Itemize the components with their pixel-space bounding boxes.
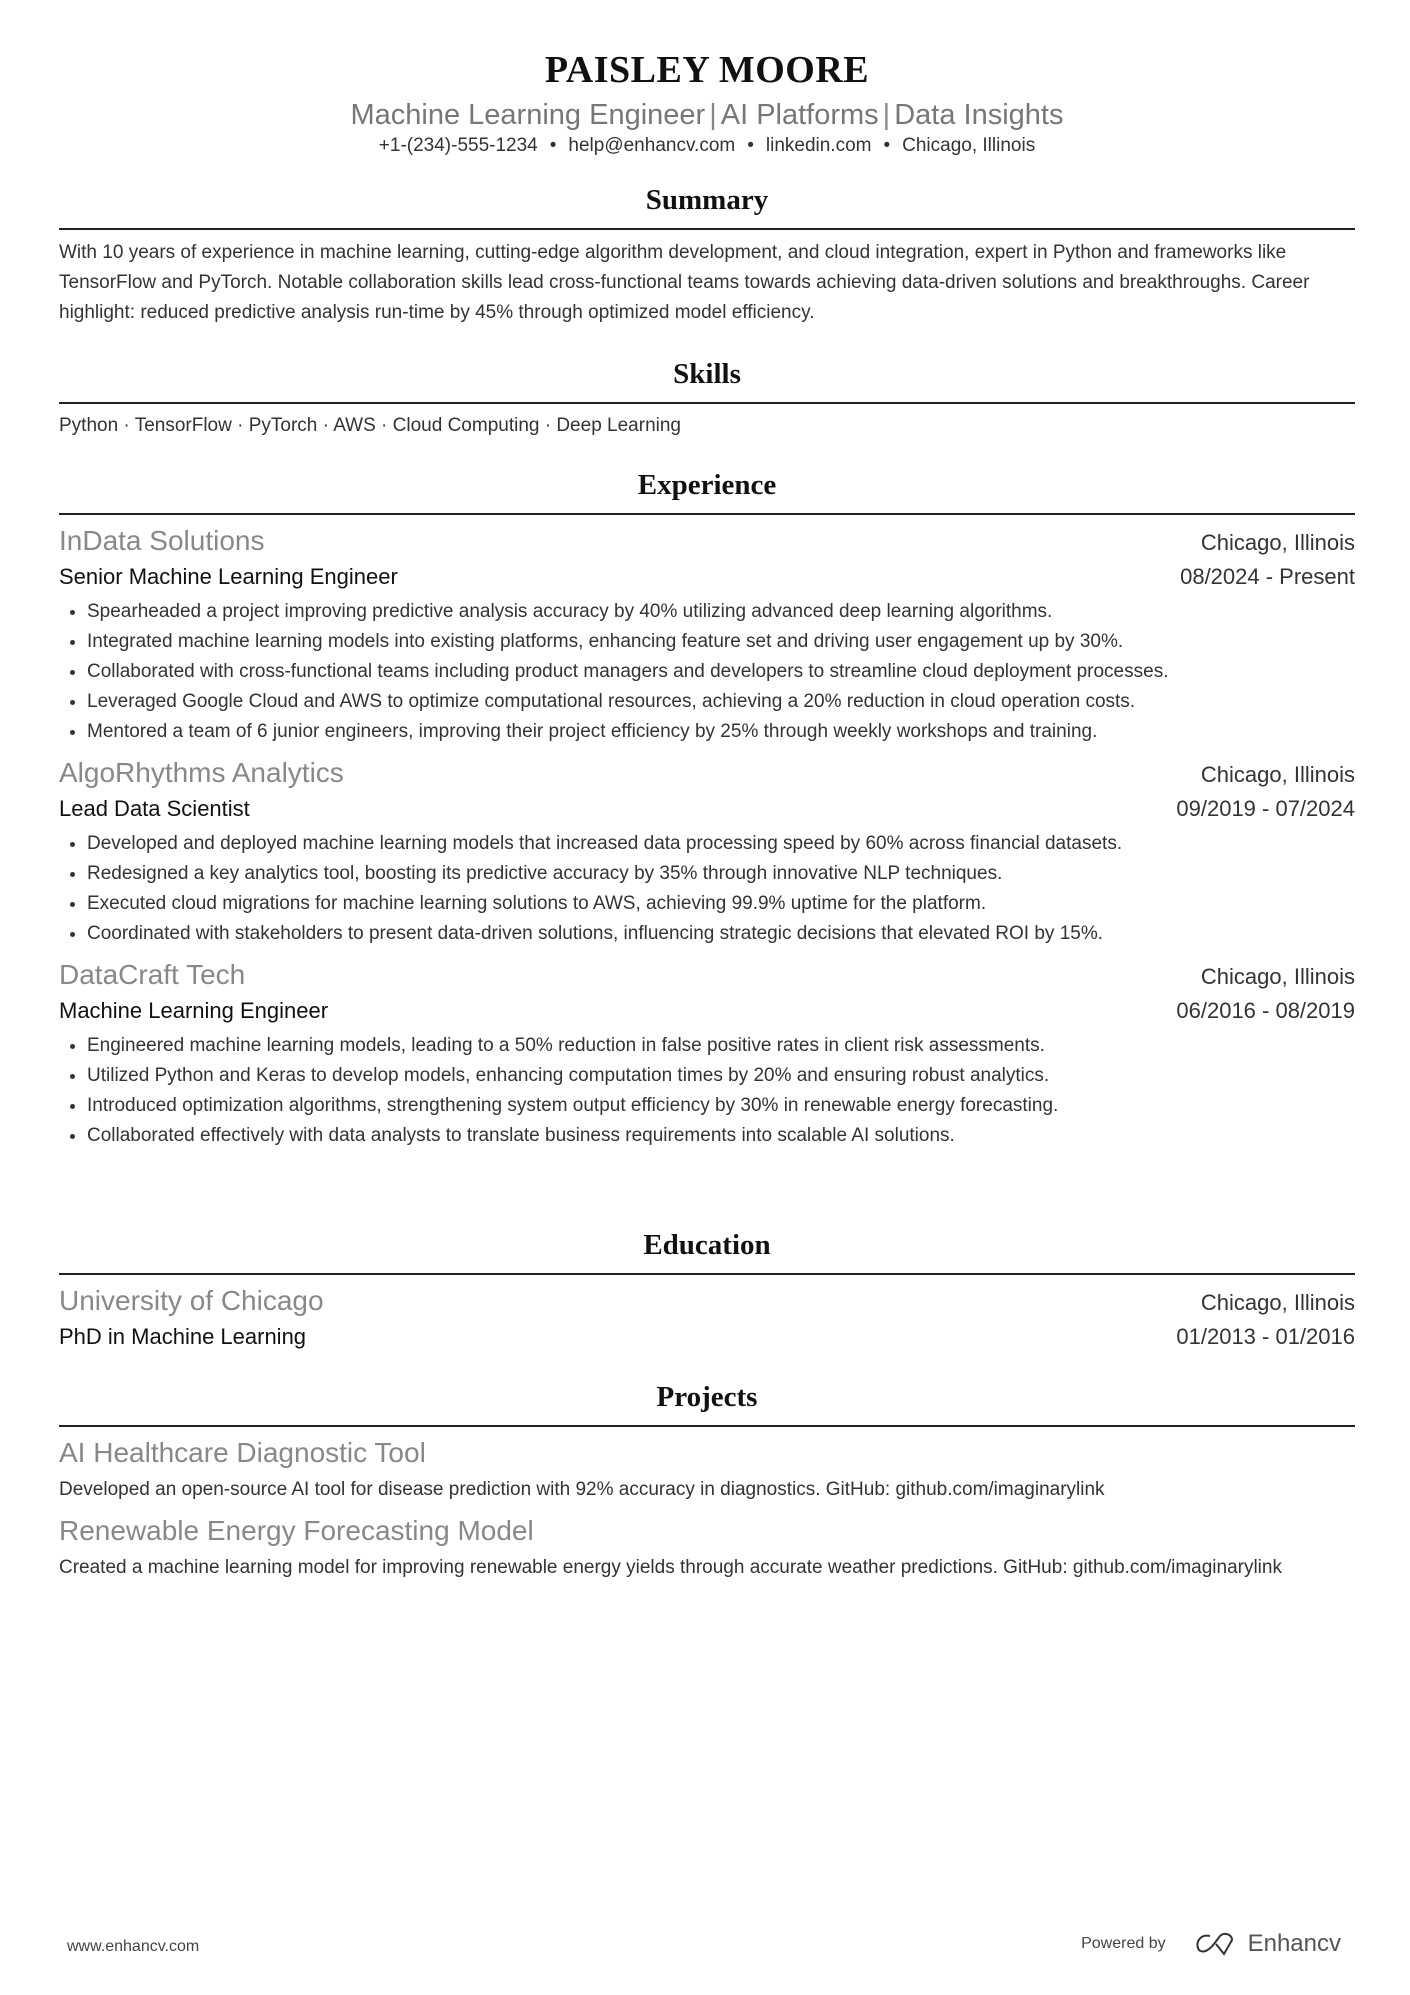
job-location: Chicago, Illinois [1200,964,1355,989]
bullet-item: • Introduced optimization algorithms, strengthening system output efficiency by 30% in renewable energy forecasting. [87,1091,1355,1121]
bullet-separator: • [549,135,557,156]
enhancv-logo-text: Enhancv [1247,1930,1341,1957]
education-section [59,1227,1355,1353]
location: Chicago, Illinois [902,135,1036,156]
summary-section [59,182,1355,328]
bullet-item: • Engineered machine learning models, leading to a 50% reduction in false positive rates in client risk assessments. [87,1031,1355,1061]
bullet-item: • Utilized Python and Keras to develop models, enhancing computation times by 20% and ensuring robust analytics. [87,1061,1355,1091]
contact-line [59,133,1355,159]
project-entry [59,1435,1355,1505]
job-entry [59,523,1355,747]
section-heading: Skills [673,358,741,390]
bullet-separator: • [883,135,891,156]
degree: PhD in Machine Learning [59,1324,307,1349]
skills-section [59,356,1355,441]
project-title: AI Healthcare Diagnostic Tool [59,1437,426,1468]
education-dates: 01/2013 - 01/2016 [1176,1324,1355,1349]
company-name: AlgoRhythms Analytics [59,757,344,788]
section-heading: Projects [656,1381,758,1413]
candidate-name: PAISLEY MOORE [544,49,870,91]
section-heading: Education [643,1229,771,1261]
headline [59,98,1355,132]
project-description: Developed an open-source AI tool for disease prediction with 92% accuracy in diagnostics. GitHub: github.com/imaginarylink [59,1479,1105,1500]
job-title: Machine Learning Engineer [59,998,329,1023]
bullet-item: • Coordinated with stakeholders to present data-driven solutions, influencing strategic decisions that elevated ROI by 15%. [87,919,1355,949]
section-divider [59,228,1355,230]
company-name: InData Solutions [59,525,265,556]
bullet-item: • Leveraged Google Cloud and AWS to optimize computational resources, achieving a 20% reduction in cloud operation costs. [87,687,1355,717]
job-location: Chicago, Illinois [1200,530,1355,555]
enhancv-logo-icon [1194,1932,1238,1956]
phone: +1-(234)-555-1234 [378,135,538,156]
section-divider [59,513,1355,515]
company-name: DataCraft Tech [59,959,246,990]
section-divider [59,1425,1355,1427]
school-location: Chicago, Illinois [1200,1290,1355,1315]
school-name: University of Chicago [59,1285,324,1316]
powered-by-label: Powered by [1081,1935,1166,1952]
headline-part: Machine Learning Engineer [350,99,706,131]
job-entry [59,957,1355,1151]
project-description: Created a machine learning model for improving renewable energy yields through accurate weather predictions. GitHub: github.com/imaginarylink [59,1557,1282,1578]
headline-part: AI Platforms [720,99,879,131]
powered-by-badge[interactable] [1081,1930,1341,1958]
education-entry [59,1283,1355,1353]
job-bullets [59,1031,1355,1151]
bullet-item: • Redesigned a key analytics tool, boosting its predictive accuracy by 35% through innovative NLP techniques. [87,859,1355,889]
section-divider [59,1273,1355,1275]
job-bullets [59,829,1355,949]
project-entry [59,1513,1355,1583]
bullet-separator: • [747,135,754,156]
bullet-item: • Executed cloud migrations for machine learning solutions to AWS, achieving 99.9% uptime for the platform. [87,889,1355,919]
projects-section [59,1379,1355,1583]
footer-website-link[interactable]: www.enhancv.com [67,1938,200,1955]
job-dates: 08/2024 - Present [1180,564,1355,589]
job-dates: 09/2019 - 07/2024 [1176,796,1355,821]
section-heading: Experience [637,469,777,501]
bullet-item: • Collaborated with cross-functional teams including product managers and developers to streamline cloud deployment processes. [87,657,1355,687]
experience-section [59,467,1355,1151]
email-link[interactable]: help@enhancv.com [568,135,736,156]
skills-list: Python · TensorFlow · PyTorch · AWS · Cloud Computing · Deep Learning [59,415,681,436]
headline-part: Data Insights [894,99,1064,131]
summary-text: With 10 years of experience in machine learning, cutting-edge algorithm development, and cloud integration, expert in Python and frameworks like TensorFlow and PyTorch. Notable collaboration skills lead cross-functional teams towards achieving data-driven solutions and breakthroughs. Career highlight: reduced predictive analysis run-time by 45% through optimized model efficiency. [59,242,1310,323]
linkedin-link[interactable]: linkedin.com [765,135,872,156]
headline-separator: | [882,99,891,131]
bullet-item: • Integrated machine learning models into existing platforms, enhancing feature set and driving user engagement up by 30%. [87,627,1355,657]
bullet-item: • Collaborated effectively with data analysts to translate business requirements into scalable AI solutions. [87,1121,1355,1151]
headline-separator: | [709,99,717,131]
job-title: Lead Data Scientist [59,796,250,821]
bullet-item: • Developed and deployed machine learning models that increased data processing speed by 60% across financial datasets. [87,829,1355,859]
job-location: Chicago, Illinois [1200,762,1355,787]
job-dates: 06/2016 - 08/2019 [1176,998,1355,1023]
bullet-item: • Mentored a team of 6 junior engineers, improving their project efficiency by 25% through weekly workshops and training. [87,717,1355,747]
section-divider [59,402,1355,404]
job-entry [59,755,1355,949]
project-title: Renewable Energy Forecasting Model [59,1515,534,1546]
job-title: Senior Machine Learning Engineer [59,564,398,589]
job-bullets [59,597,1355,747]
bullet-item: • Spearheaded a project improving predictive analysis accuracy by 40% utilizing advanced deep learning algorithms. [87,597,1355,627]
section-heading: Summary [645,184,769,216]
